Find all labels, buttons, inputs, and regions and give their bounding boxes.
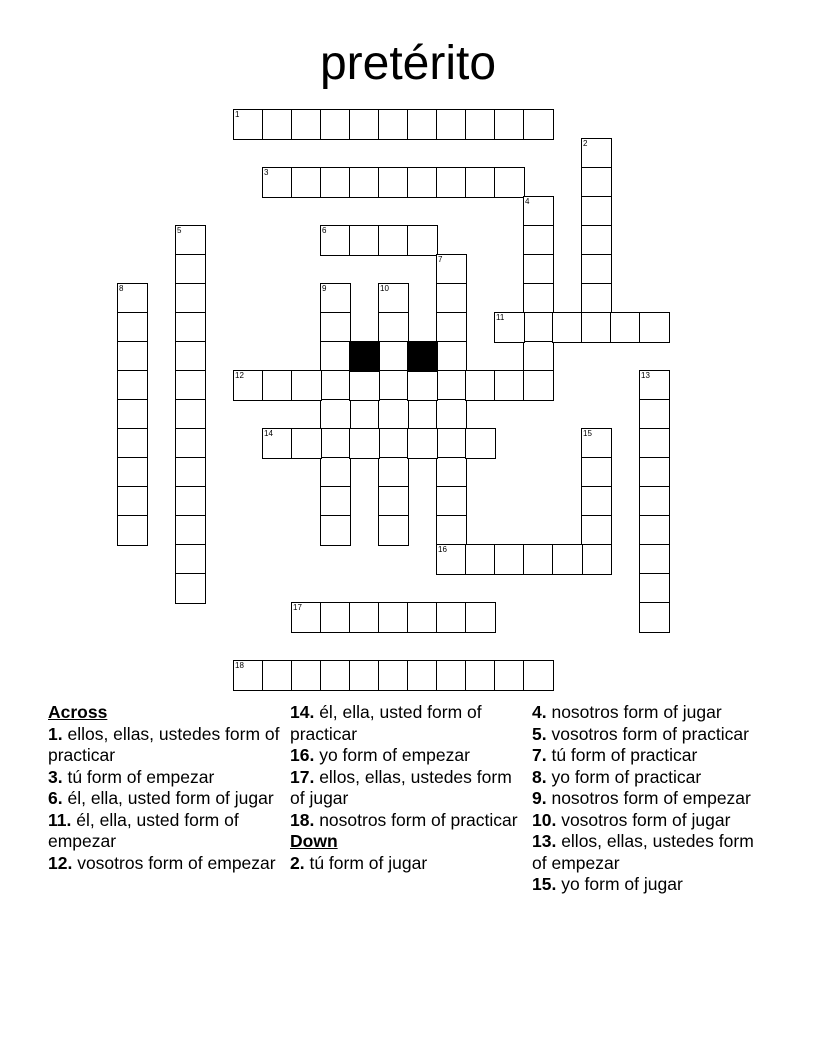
clue-number: 5 xyxy=(177,226,182,235)
clue-item-number: 18. xyxy=(290,809,315,830)
grid-cell[interactable] xyxy=(320,428,351,459)
clue-item-text: vosotros form of practicar xyxy=(546,723,749,744)
grid-cell[interactable] xyxy=(320,167,351,198)
grid-cell[interactable] xyxy=(175,428,206,459)
clue-item-text: nosotros form of empezar xyxy=(546,788,751,808)
grid-cell[interactable] xyxy=(436,602,467,633)
grid-cell[interactable] xyxy=(175,544,206,575)
grid-cell[interactable] xyxy=(465,370,496,401)
grid-cell[interactable] xyxy=(175,370,206,401)
grid-cell[interactable] xyxy=(523,660,554,691)
grid-cell[interactable] xyxy=(407,428,438,459)
grid-cell[interactable] xyxy=(233,660,264,691)
clue-number: 9 xyxy=(322,284,327,293)
grid-cell[interactable] xyxy=(117,283,148,314)
grid-cell[interactable] xyxy=(175,225,206,256)
puzzle-title: pretérito xyxy=(319,37,497,90)
grid-cell[interactable] xyxy=(465,109,496,140)
grid-cell[interactable] xyxy=(175,573,206,604)
grid-cell[interactable] xyxy=(552,544,583,575)
clue-item-number: 14. xyxy=(290,702,315,722)
grid-cell[interactable] xyxy=(581,457,612,488)
grid-cell[interactable] xyxy=(378,428,409,459)
grid-cell[interactable] xyxy=(378,660,409,691)
grid-cell[interactable] xyxy=(407,167,438,198)
grid-cell[interactable] xyxy=(639,515,670,546)
clue-item xyxy=(290,853,526,875)
grid-cell[interactable] xyxy=(436,109,467,140)
grid-cell[interactable] xyxy=(436,283,467,314)
grid-cell[interactable] xyxy=(494,660,525,691)
grid-cell[interactable] xyxy=(639,399,670,430)
clue-item-text: vosotros form of jugar xyxy=(556,809,731,830)
grid-cell[interactable] xyxy=(436,486,467,517)
grid-cell[interactable] xyxy=(639,312,670,343)
clue-item xyxy=(48,810,284,853)
grid-cell[interactable] xyxy=(494,109,525,140)
grid-cell[interactable] xyxy=(523,312,554,343)
grid-cell[interactable] xyxy=(175,457,206,488)
clue-number: 1 xyxy=(235,110,240,119)
grid-cell[interactable] xyxy=(436,370,467,401)
clue-item-text: nosotros form of jugar xyxy=(546,702,722,722)
clue-item xyxy=(532,767,768,789)
grid-cell[interactable] xyxy=(494,167,525,198)
grid-cell[interactable] xyxy=(465,602,496,633)
clue-number: 13 xyxy=(641,371,650,380)
grid-cell[interactable] xyxy=(407,370,438,401)
grid-cell[interactable] xyxy=(349,602,380,633)
grid-cell[interactable] xyxy=(291,109,322,140)
clue-item-text: tú form of empezar xyxy=(62,766,215,787)
clue-item-number: 2. xyxy=(290,852,305,873)
clue-item-number: 11. xyxy=(48,809,72,830)
clue-number: 7 xyxy=(438,255,443,264)
clue-item xyxy=(532,874,768,896)
grid-cell[interactable] xyxy=(523,544,554,575)
grid-cell[interactable] xyxy=(378,370,409,401)
clue-item-number: 8. xyxy=(532,766,547,787)
grid-cell[interactable] xyxy=(262,167,293,198)
clue-item xyxy=(48,767,284,789)
grid-cell[interactable] xyxy=(320,341,351,372)
grid-cell[interactable] xyxy=(523,109,554,140)
grid-cell[interactable] xyxy=(378,602,409,633)
grid-cell[interactable] xyxy=(407,660,438,691)
grid-cell[interactable] xyxy=(117,486,148,517)
grid-cell[interactable] xyxy=(262,370,293,401)
clue-item-text: tú form of practicar xyxy=(546,745,698,765)
clue-item-number: 3. xyxy=(48,766,63,787)
grid-cell[interactable] xyxy=(494,312,525,343)
grid-cell[interactable] xyxy=(291,167,322,198)
grid-cell[interactable] xyxy=(320,109,351,140)
grid-cell[interactable] xyxy=(349,225,380,256)
grid-cell[interactable] xyxy=(117,341,148,372)
grid-cell[interactable] xyxy=(175,486,206,517)
grid-cell[interactable] xyxy=(233,109,264,140)
clue-item-number: 17. xyxy=(290,766,315,787)
grid-cell[interactable] xyxy=(291,602,322,633)
grid-cell[interactable] xyxy=(581,486,612,517)
grid-cell[interactable] xyxy=(320,660,351,691)
grid-cell[interactable] xyxy=(320,457,351,488)
grid-cell[interactable] xyxy=(581,515,612,546)
clue-item-number: 13. xyxy=(532,831,557,851)
clue-item-number: 15. xyxy=(532,874,557,894)
clue-item-text: yo form of empezar xyxy=(314,745,470,765)
grid-cell[interactable] xyxy=(378,399,409,430)
grid-cell[interactable] xyxy=(175,341,206,372)
grid-cell[interactable] xyxy=(639,602,670,633)
across-heading: Across xyxy=(48,702,108,722)
grid-cell[interactable] xyxy=(117,399,148,430)
clue-item-text: él, ella, usted form of empezar xyxy=(48,809,239,851)
clue-item xyxy=(532,810,768,832)
grid-cell[interactable] xyxy=(639,544,670,575)
grid-cell[interactable] xyxy=(407,109,438,140)
clue-item-text: tú form of jugar xyxy=(304,852,428,873)
grid-cell[interactable] xyxy=(436,544,467,575)
grid-cell[interactable] xyxy=(349,109,380,140)
grid-cell[interactable] xyxy=(320,283,351,314)
clue-column-2 xyxy=(290,702,526,874)
grid-cell[interactable] xyxy=(610,312,641,343)
grid-cell[interactable] xyxy=(378,486,409,517)
grid-cell[interactable] xyxy=(320,370,351,401)
grid-cell[interactable] xyxy=(320,486,351,517)
clue-number: 18 xyxy=(235,661,244,670)
clue-item xyxy=(532,702,768,724)
grid-cell[interactable] xyxy=(233,370,264,401)
grid-cell[interactable] xyxy=(175,254,206,285)
clue-number: 6 xyxy=(322,226,327,235)
grid-cell[interactable] xyxy=(349,370,380,401)
grid-cell[interactable] xyxy=(349,167,380,198)
grid-cell[interactable] xyxy=(523,225,554,256)
clue-item-text: yo form of jugar xyxy=(556,874,683,894)
black-square xyxy=(407,341,438,372)
grid-cell[interactable] xyxy=(523,283,554,314)
grid-cell[interactable] xyxy=(639,457,670,488)
clue-item-text: él, ella, usted form of jugar xyxy=(62,788,274,808)
clue-item-text: ellos, ellas, ustedes form of jugar xyxy=(290,766,512,808)
clue-item-number: 6. xyxy=(48,788,63,808)
grid-cell[interactable] xyxy=(349,660,380,691)
grid-cell[interactable] xyxy=(639,428,670,459)
grid-cell[interactable] xyxy=(436,254,467,285)
grid-cell[interactable] xyxy=(407,602,438,633)
clue-item xyxy=(290,810,526,832)
grid-cell[interactable] xyxy=(117,312,148,343)
clue-item-number: 4. xyxy=(532,702,547,722)
grid-cell[interactable] xyxy=(291,428,322,459)
clue-item-text: nosotros form of practicar xyxy=(314,809,518,830)
grid-cell[interactable] xyxy=(378,167,409,198)
grid-cell[interactable] xyxy=(581,167,612,198)
grid-cell[interactable] xyxy=(523,196,554,227)
clue-item-text: él, ella, usted form of practicar xyxy=(290,702,482,744)
grid-cell[interactable] xyxy=(320,399,351,430)
grid-cell[interactable] xyxy=(639,486,670,517)
grid-cell[interactable] xyxy=(262,428,293,459)
clue-item-number: 9. xyxy=(532,788,547,808)
grid-cell[interactable] xyxy=(320,602,351,633)
grid-cell[interactable] xyxy=(262,109,293,140)
grid-cell[interactable] xyxy=(436,428,467,459)
clue-item xyxy=(48,788,284,810)
clue-item-number: 12. xyxy=(48,852,73,873)
grid-cell[interactable] xyxy=(639,573,670,604)
grid-cell[interactable] xyxy=(378,457,409,488)
clue-item xyxy=(532,745,768,767)
clue-number: 16 xyxy=(438,545,447,554)
clue-number: 3 xyxy=(264,168,269,177)
clue-item-number: 10. xyxy=(532,809,557,830)
grid-cell[interactable] xyxy=(378,283,409,314)
clue-number: 12 xyxy=(235,371,244,380)
grid-cell[interactable] xyxy=(581,196,612,227)
grid-cell[interactable] xyxy=(320,515,351,546)
grid-cell[interactable] xyxy=(465,544,496,575)
clue-number: 14 xyxy=(264,429,273,438)
grid-cell[interactable] xyxy=(117,370,148,401)
grid-cell[interactable] xyxy=(378,225,409,256)
grid-cell[interactable] xyxy=(175,399,206,430)
grid-cell[interactable] xyxy=(465,428,496,459)
grid-cell[interactable] xyxy=(436,312,467,343)
grid-cell[interactable] xyxy=(581,283,612,314)
clue-item-number: 7. xyxy=(532,745,547,765)
grid-cell[interactable] xyxy=(175,312,206,343)
clue-item xyxy=(532,724,768,746)
grid-cell[interactable] xyxy=(378,515,409,546)
grid-cell[interactable] xyxy=(436,399,467,430)
grid-cell[interactable] xyxy=(523,341,554,372)
clue-item-text: vosotros form of empezar xyxy=(72,852,276,873)
clue-item-text: yo form of practicar xyxy=(546,766,702,787)
grid-cell[interactable] xyxy=(175,515,206,546)
clue-number: 17 xyxy=(293,603,302,612)
clue-number: 2 xyxy=(583,139,588,148)
clue-item xyxy=(532,788,768,810)
grid-cell[interactable] xyxy=(465,167,496,198)
clue-item xyxy=(532,831,768,874)
grid-cell[interactable] xyxy=(436,167,467,198)
clue-item xyxy=(290,745,526,767)
grid-cell[interactable] xyxy=(581,544,612,575)
clue-column-1 xyxy=(48,702,284,874)
grid-cell[interactable] xyxy=(523,370,554,401)
grid-cell[interactable] xyxy=(175,283,206,314)
clue-item-number: 1. xyxy=(48,723,63,744)
clue-number: 8 xyxy=(119,284,124,293)
grid-cell[interactable] xyxy=(378,109,409,140)
clue-item-text: ellos, ellas, ustedes form of practicar xyxy=(48,723,280,765)
grid-cell[interactable] xyxy=(407,225,438,256)
grid-cell[interactable] xyxy=(581,428,612,459)
grid-cell[interactable] xyxy=(262,660,293,691)
grid-cell[interactable] xyxy=(117,457,148,488)
grid-cell[interactable] xyxy=(523,254,554,285)
clue-item xyxy=(290,702,526,745)
clue-item xyxy=(48,724,284,767)
clue-item-number: 16. xyxy=(290,745,315,765)
grid-cell[interactable] xyxy=(117,515,148,546)
grid-cell[interactable] xyxy=(436,457,467,488)
grid-cell[interactable] xyxy=(552,312,583,343)
grid-cell[interactable] xyxy=(378,312,409,343)
clue-number: 11 xyxy=(496,313,505,322)
grid-cell[interactable] xyxy=(581,312,612,343)
grid-cell[interactable] xyxy=(349,428,380,459)
clue-item xyxy=(290,767,526,810)
grid-cell[interactable] xyxy=(581,225,612,256)
grid-cell[interactable] xyxy=(320,312,351,343)
grid-cell[interactable] xyxy=(291,370,322,401)
grid-cell[interactable] xyxy=(465,660,496,691)
clue-item-number: 5. xyxy=(532,723,547,744)
clue-number: 4 xyxy=(525,197,530,206)
grid-cell[interactable] xyxy=(581,138,612,169)
grid-cell[interactable] xyxy=(291,660,322,691)
grid-cell[interactable] xyxy=(581,254,612,285)
grid-cell[interactable] xyxy=(494,544,525,575)
clue-number: 10 xyxy=(380,284,389,293)
grid-cell[interactable] xyxy=(117,428,148,459)
grid-cell[interactable] xyxy=(436,660,467,691)
black-square xyxy=(349,341,380,372)
grid-cell[interactable] xyxy=(639,370,670,401)
clue-number: 15 xyxy=(583,429,592,438)
grid-cell[interactable] xyxy=(378,341,409,372)
grid-cell[interactable] xyxy=(320,225,351,256)
clue-item xyxy=(48,853,284,875)
grid-cell[interactable] xyxy=(436,341,467,372)
clue-item-text: ellos, ellas, ustedes form of empezar xyxy=(532,831,754,873)
clue-column-3 xyxy=(532,702,768,896)
down-heading: Down xyxy=(290,831,338,851)
grid-cell[interactable] xyxy=(494,370,525,401)
grid-cell[interactable] xyxy=(436,515,467,546)
